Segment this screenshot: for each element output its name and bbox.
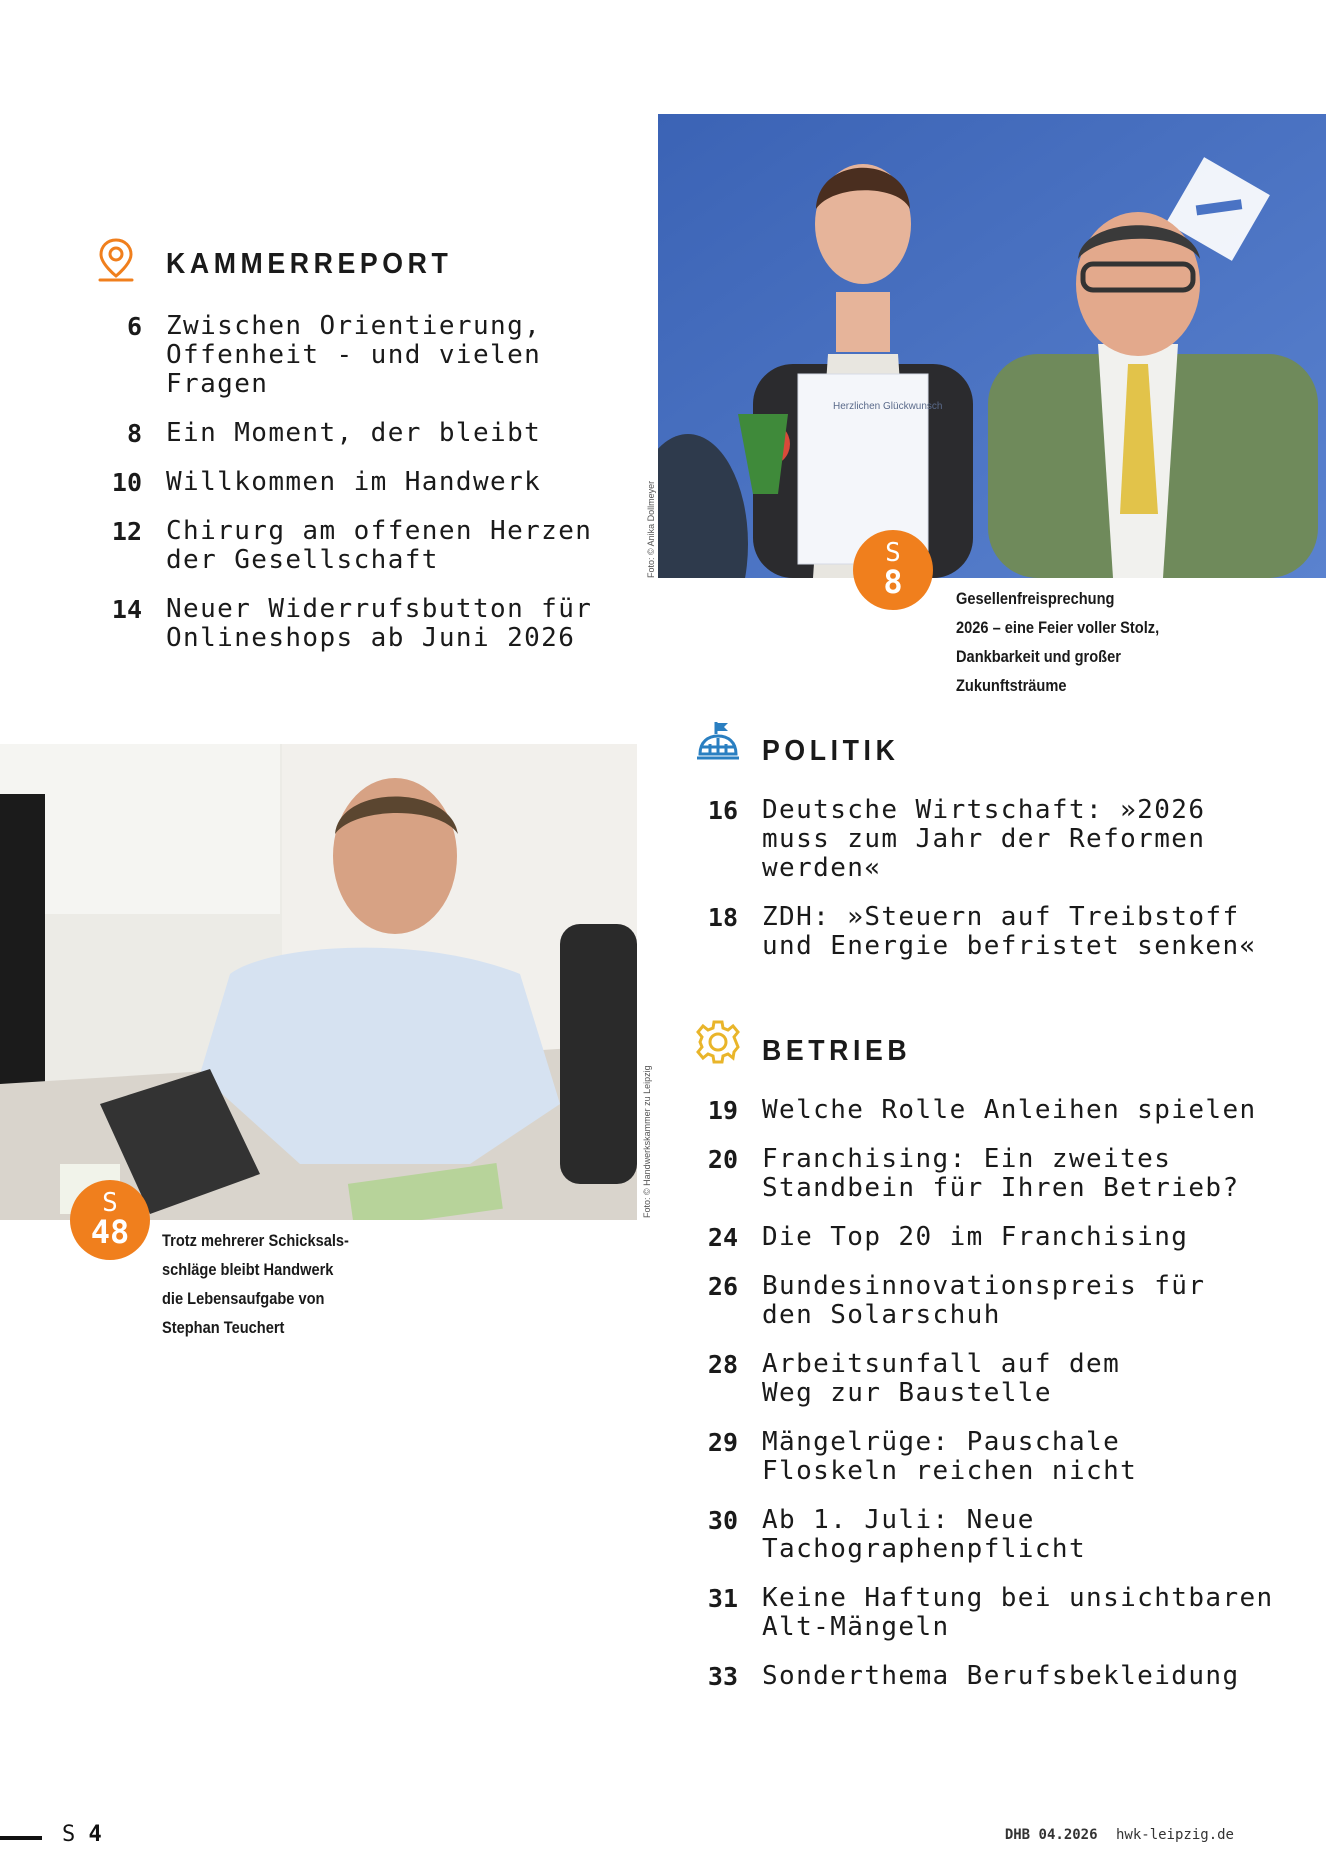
footer-website[interactable]: hwk-leipzig.de — [1115, 1827, 1234, 1843]
page-badge[interactable] — [853, 530, 933, 610]
toc-item[interactable] — [111, 516, 626, 575]
toc-item[interactable] — [707, 1505, 1302, 1564]
photo-stephan-teuchert — [0, 744, 637, 1220]
toc-item[interactable] — [707, 795, 1282, 883]
toc-page-number: 12 — [111, 517, 142, 546]
toc-page-number: 16 — [707, 796, 738, 825]
toc-item[interactable] — [707, 1427, 1302, 1486]
toc-item[interactable] — [707, 1583, 1302, 1642]
photo-illustration — [658, 114, 1326, 578]
toc-page-number: 20 — [707, 1145, 738, 1174]
toc-title: Bundesinnovationspreis für den Solarschuh — [762, 1271, 1206, 1330]
toc-page-number: 30 — [707, 1506, 738, 1535]
toc-item[interactable] — [707, 1095, 1302, 1125]
certificate-text: Herzlichen Glückwunsch — [833, 401, 943, 412]
toc-item[interactable] — [707, 1222, 1302, 1252]
toc-item[interactable] — [707, 1144, 1302, 1203]
toc-betrieb — [707, 1095, 1302, 1711]
badge-page-number: 8 — [883, 563, 903, 601]
toc-page-number: 29 — [707, 1428, 738, 1457]
badge-prefix: S — [885, 538, 901, 568]
location-pin-icon — [92, 236, 140, 284]
footer-page-prefix: S — [62, 1822, 76, 1847]
page-badge[interactable] — [70, 1180, 150, 1260]
toc-page-number: 33 — [707, 1662, 738, 1691]
toc-title: Welche Rolle Anleihen spielen — [762, 1095, 1257, 1125]
toc-item[interactable] — [126, 418, 626, 448]
footer-page-number — [62, 1822, 102, 1847]
toc-page-number: 18 — [707, 903, 738, 932]
toc-page-number: 19 — [707, 1096, 738, 1125]
toc-title: Keine Haftung bei unsichtbaren Alt-Mängeln — [762, 1583, 1274, 1642]
badge-prefix: S — [102, 1188, 118, 1218]
toc-title: Sonderthema Berufsbekleidung — [762, 1661, 1240, 1691]
photo-credit: Foto: © Anika Dollmeyer — [646, 480, 656, 578]
toc-item[interactable] — [707, 1271, 1302, 1330]
section-title: KAMMERREPORT — [166, 248, 453, 280]
section-title: BETRIEB — [762, 1035, 912, 1067]
toc-item[interactable] — [707, 1661, 1302, 1691]
photo-credit: Foto: © Handwerkskammer zu Leipzig — [642, 1065, 652, 1218]
toc-title: Neuer Widerrufsbutton für Onlineshops ab Juni 2026 — [166, 594, 593, 653]
toc-page-number: 8 — [126, 419, 142, 448]
gear-icon — [694, 1018, 742, 1066]
toc-item[interactable] — [126, 311, 626, 399]
toc-title: Ab 1. Juli: Neue Tachographenpflicht — [762, 1505, 1087, 1564]
toc-title: Franchising: Ein zweites Standbein für Ihren Betrieb? — [762, 1144, 1240, 1203]
toc-title: Ein Moment, der bleibt — [166, 418, 542, 448]
toc-title: Mängelrüge: Pauschale Floskeln reichen nicht — [762, 1427, 1138, 1486]
toc-page-number: 14 — [111, 595, 142, 624]
toc-politik — [707, 795, 1282, 981]
toc-page-number: 6 — [126, 312, 142, 341]
toc-title: Deutsche Wirtschaft: »2026 muss zum Jahr der Reformen werden« — [762, 795, 1206, 883]
toc-title: Arbeitsunfall auf dem Weg zur Baustelle — [762, 1349, 1121, 1408]
toc-title: Die Top 20 im Franchising — [762, 1222, 1189, 1252]
photo-illustration — [0, 744, 637, 1220]
toc-item[interactable] — [111, 594, 626, 653]
photo-caption: Gesellenfreisprechung 2026 – eine Feier voller Stolz, Dankbarkeit und großer Zukunftsträume — [956, 589, 1160, 695]
footer-page-value: 4 — [88, 1822, 102, 1847]
footer-rule — [0, 1836, 42, 1840]
building-flag-icon — [694, 720, 742, 768]
toc-page-number: 10 — [111, 468, 142, 497]
section-title: POLITIK — [762, 735, 900, 767]
toc-page-number: 28 — [707, 1350, 738, 1379]
footer-issue: DHB 04.2026 — [1004, 1827, 1098, 1843]
toc-title: ZDH: »Steuern auf Treibstoff und Energie befristet senken« — [762, 902, 1257, 961]
toc-kammerreport — [111, 311, 626, 673]
toc-item[interactable] — [707, 1349, 1302, 1408]
photo-caption: Trotz mehrerer Schicksals- schläge bleibt Handwerk die Lebensaufgabe von Stephan Teuchert — [162, 1231, 349, 1337]
photo-gesellenfreisprechung — [658, 114, 1326, 578]
toc-item[interactable] — [111, 467, 626, 497]
toc-title: Willkommen im Handwerk — [166, 467, 542, 497]
badge-page-number: 48 — [90, 1213, 130, 1251]
toc-page-number: 26 — [707, 1272, 738, 1301]
footer-issue-info — [1005, 1827, 1234, 1843]
toc-title: Zwischen Orientierung, Offenheit - und vielen Fragen — [166, 311, 542, 399]
toc-page-number: 24 — [707, 1223, 738, 1252]
toc-page-number: 31 — [707, 1584, 738, 1613]
toc-item[interactable] — [707, 902, 1282, 961]
toc-title: Chirurg am offenen Herzen der Gesellschaft — [166, 516, 593, 575]
